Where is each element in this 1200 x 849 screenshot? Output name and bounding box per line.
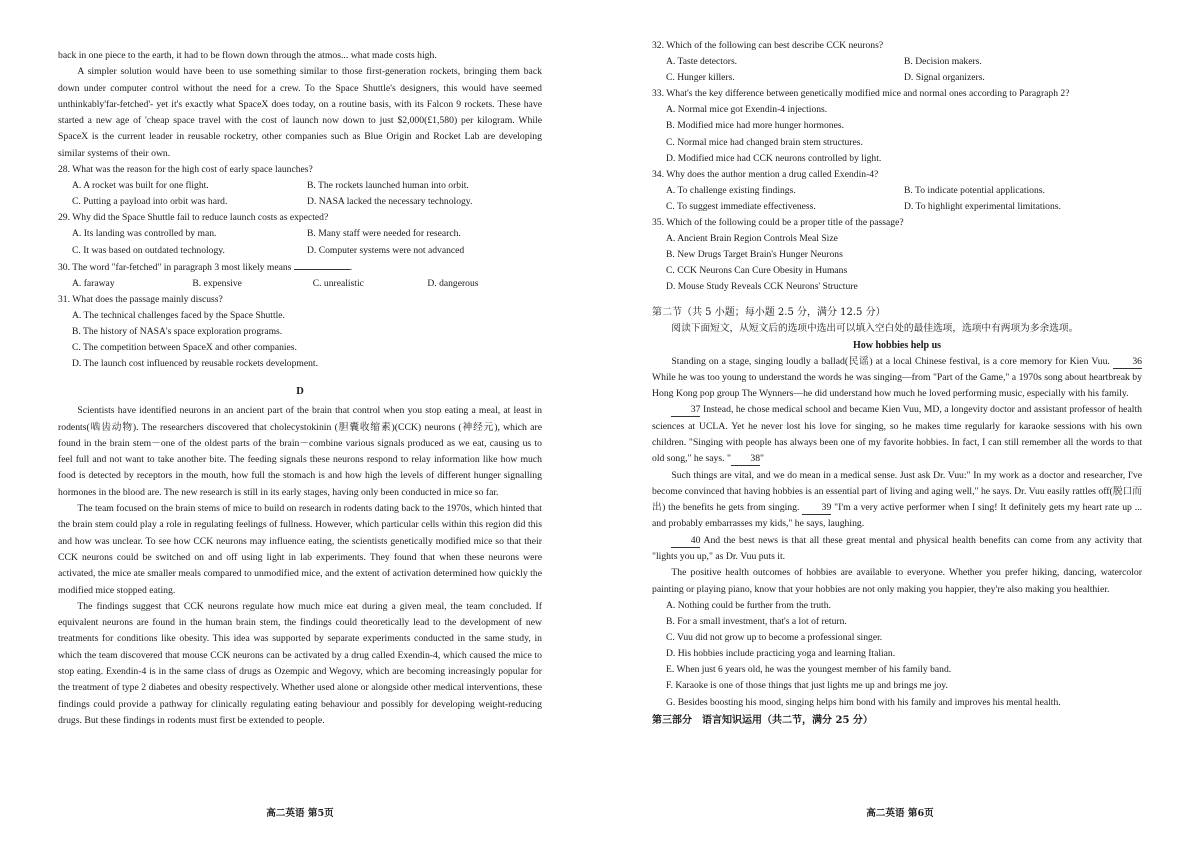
- blank-36: 36: [1113, 356, 1142, 369]
- cloze-text: Such things are vital, and we do mean in a medical sense. Just ask Dr. Vuu:" In my work as a doctor and researcher, I've become convinced that having hobbies is an essential part of living and aging well," he says. Dr. Vuu easily rattles off(脱口而出) the benefits he gets from singing.: [652, 469, 1142, 514]
- question-34: [652, 167, 1142, 215]
- cloze-paragraph-2: [652, 402, 1142, 467]
- passage-d-paragraph-1: Scientists have identified neurons in an ancient part of the brain that control when you stop eating a meal, at least in rodents(啮齿动物). The researchers discovered that cholecystokinin (胆囊收缩素)(CCK) neurons (神经元), which are found in the brain stem－one of the oldest parts of the brain－combine various signals produced as we eat, causing us to feel full and not want to take another bite. The feeding signals these neurons respond to relay information like how much food is detected by receptors in the mouth, how full the stomach is and how high the levels of different hunger signalling hormones in the blood are. The new research is still in its early stages, having only been conducted in mice so far.: [58, 405, 542, 498]
- intro-paragraph-1: back in one piece to the earth, it had to be flown down through the atmos... what made costs high.: [58, 50, 437, 61]
- cloze-option-c: C. Vuu did not grow up to become a professional singer.: [666, 632, 883, 644]
- option-c: C. Normal mice had changed brain stem structures.: [666, 136, 863, 148]
- option-a: A. Its landing was controlled by man.: [72, 228, 217, 240]
- cloze-option-f: F. Karaoke is one of those things that just lights me up and brings me joy.: [666, 680, 948, 692]
- blank-40: 40: [671, 535, 700, 548]
- option-c: C. The competition between SpaceX and other companies.: [72, 342, 297, 354]
- option-a: A. Ancient Brain Region Controls Meal Size: [666, 233, 838, 245]
- passage-d-paragraph-3: The findings suggest that CCK neurons regulate how much mice eat during a given meal, the team concluded. If equivalent neurons are found in the human brain stem, the findings could theoretically lead to the development of new treatments for conditions like obesity. This idea was supported by separate experiments conducted in the same study, in which the team discovered that mouse CCK neurons can be activated by a drug called Exendin-4, which caused the mice to stop eating. Exendin-4 is in the same class of drugs as Ozempic and Wegovy, which are becoming increasingly popular for the treatment of type 2 diabetes and obesity respectively. Whether used alone or alongside other medical interventions, these findings could provide a pathway for clinically regulating eating behaviour and possibly for developing weight-reducing drugs. But these findings in rodents must first be extended to people.: [58, 600, 542, 726]
- option-d: D. Mouse Study Reveals CCK Neurons' Structure: [666, 281, 858, 293]
- option-a: A. A rocket was built for one flight.: [72, 180, 209, 192]
- question-stem: 30. The word "far-fetched" in paragraph 3 most likely means .: [58, 259, 542, 276]
- cloze-option-g: G. Besides boosting his mood, singing helps him bond with his family and improves his mental health.: [666, 696, 1061, 708]
- option-d: D. Modified mice had CCK neurons controlled by light.: [666, 152, 882, 164]
- option-c: C. Hunger killers.: [666, 72, 735, 84]
- question-33: [652, 86, 1142, 166]
- blank-38: 38: [731, 453, 760, 466]
- option-c: C. To suggest immediate effectiveness.: [666, 200, 816, 212]
- blank-37: 37: [671, 404, 700, 417]
- passage-d-heading: D: [296, 386, 304, 398]
- cloze-paragraph-3: [652, 468, 1142, 533]
- cloze-text: Instead, he chose medical school and became Kien Vuu, MD, a longevity doctor and assistant professor of health sciences at UCLA. Yet he never lost his love for singing, so he makes time regularly for karaoke sessions with his own children. "Singing with people has always been one of my favorite hobbies. In fact, I can still remember all the words to that old song," he says. ": [652, 404, 1142, 465]
- question-stem: 33. What's the key difference between genetically modified mice and normal ones according to Paragraph 2?: [652, 88, 1070, 100]
- question-options: [652, 183, 1142, 215]
- option-a: A. faraway: [72, 277, 115, 289]
- passage-title: How hobbies help us: [852, 339, 942, 351]
- cloze-paragraph-5: The positive health outcomes of hobbies are available to everyone. Whether you prefer hiking, dancing, watercolor painting or playing piano, know that your hobbies are not only making you happier, they're also making you healthier.: [652, 567, 1142, 595]
- option-c: C. It was based on outdated technology.: [72, 244, 225, 256]
- question-35: [652, 215, 1142, 295]
- cloze-text: And the best news is that all these great mental and physical health benefits can come from any activity that "lights you up," as Dr. Vuu puts it.: [652, 534, 1142, 563]
- option-d: D. NASA lacked the necessary technology.: [307, 196, 473, 208]
- answer-blank: [294, 259, 350, 270]
- cloze-text: "I'm a very active performer when I sing! It definitely gets my heart rate up ... and probably embarrasses my kids," he says, laughing.: [652, 502, 1142, 530]
- option-d: D. dangerous: [427, 277, 479, 289]
- option-c: C. unrealistic: [312, 277, 364, 289]
- question-stem: 34. Why does the author mention a drug called Exendin-4?: [652, 168, 879, 180]
- cloze-text: While he was too young to understand the words he was singing—from "Part of the Game," a 1970s song about heartbreak by Hong Kong pop group The Wynners—he did understand how much he loved performing music, especially with his family.: [652, 371, 1142, 400]
- option-a: A. The technical challenges faced by the Space Shuttle.: [72, 309, 285, 321]
- question-stem: 29. Why did the Space Shuttle fail to reduce launch costs as expected?: [58, 212, 329, 224]
- cloze-paragraph-4: [652, 533, 1142, 566]
- part-3-heading: 第三部分 语言知识运用（共二节，满分 25 分）: [652, 714, 873, 726]
- question-28: [58, 162, 542, 210]
- option-b: B. expensive: [192, 277, 242, 289]
- section-2-instructions: 阅读下面短文，从短文后的选项中选出可以填入空白处的最佳选项，选项中有两项为多余选项。: [671, 322, 1079, 334]
- question-32: [652, 38, 1142, 86]
- question-options: [58, 178, 542, 210]
- option-d: D. To highlight experimental limitations.: [904, 200, 1061, 212]
- option-c: C. Putting a payload into orbit was hard.: [72, 196, 228, 208]
- cloze-option-d: D. His hobbies include practicing yoga and learning Italian.: [666, 648, 896, 660]
- option-b: B. To indicate potential applications.: [904, 184, 1045, 196]
- page-footer: 高二英语 第6页: [866, 808, 934, 819]
- blank-39: 39: [802, 502, 831, 515]
- cloze-text: Standing on a stage, singing loudly a ballad(民谣) at a local Chinese festival, is a core memory for Kien Vuu.: [671, 355, 1110, 367]
- question-stem: 28. What was the reason for the high cost of early space launches?: [58, 164, 313, 176]
- option-b: B. The history of NASA's space exploration programs.: [72, 326, 283, 338]
- option-c: C. CCK Neurons Can Cure Obesity in Humans: [666, 265, 848, 277]
- question-29: [58, 210, 542, 258]
- question-options: [58, 276, 542, 292]
- option-b: B. Decision makers.: [904, 56, 982, 68]
- section-2-heading: 第二节（共 5 小题；每小题 2.5 分，满分 12.5 分）: [652, 306, 886, 318]
- question-31: [58, 292, 542, 372]
- page-6: [600, 0, 1200, 849]
- page-footer: 高二英语 第5页: [266, 808, 334, 819]
- passage-d-paragraph-2: The team focused on the brain stems of mice to build on research in rodents dating back to the 1970s, which hinted that the brain stem could play a role in regulating feelings of fullness. However, which particular cells within this region did this and how was unclear. To see how CCK neurons may influence eating, the scientists genetically modified mice so that their CCK neurons could be switched on and off using light in lab experiments. They found that when these neurons were activated, the mice ate smaller meals compared to unmodified mice, and the extent of activation determined how quickly the modified mice stopped eating.: [58, 503, 542, 596]
- intro-paragraph-2: A simpler solution would have been to use something similar to those first-generation rockets, bringing them back down under computer control without the need for a crew. To the Space Shuttle's designers, this would have seemed unthinkably'far-fetched'- yet it's exactly what SpaceX does today, on a routine basis, with its Falcon 9 rockets. These have started a new age of 'cheap space travel with the cost of launch now down to just $2,000(£1,580) per kilogram. While SpaceX is the current leader in reusable rocketry, other companies such as Blue Origin and Rocket Lab are developing similar systems of their own.: [58, 66, 542, 159]
- cloze-paragraph-1: [652, 354, 1142, 403]
- option-a: A. To challenge existing findings.: [666, 184, 796, 196]
- option-a: A. Taste detectors.: [666, 56, 738, 68]
- question-stem: 31. What does the passage mainly discuss?: [58, 293, 223, 305]
- question-stem: 35. Which of the following could be a proper title of the passage?: [652, 217, 904, 229]
- option-b: B. Many staff were needed for research.: [307, 228, 461, 240]
- cloze-option-a: A. Nothing could be further from the truth.: [666, 599, 831, 611]
- option-b: B. The rockets launched human into orbit.: [307, 180, 469, 192]
- option-d: D. The launch cost influenced by reusable rockets development.: [72, 358, 318, 370]
- question-options: [652, 54, 1142, 86]
- option-d: D. Signal organizers.: [904, 72, 985, 84]
- question-options: [58, 226, 542, 258]
- question-stem-text: 30. The word "far-fetched" in paragraph 3 most likely means: [58, 261, 292, 273]
- option-d: D. Computer systems were not advanced: [307, 244, 465, 256]
- option-a: A. Normal mice got Exendin-4 injections.: [666, 104, 828, 116]
- cloze-options: [652, 598, 1142, 711]
- cloze-text: ": [760, 453, 764, 465]
- cloze-option-e: E. When just 6 years old, he was the youngest member of his family band.: [666, 664, 952, 676]
- option-b: B. New Drugs Target Brain's Hunger Neurons: [666, 249, 843, 261]
- question-stem: 32. Which of the following can best describe CCK neurons?: [652, 40, 884, 51]
- option-b: B. Modified mice had more hunger hormones.: [666, 120, 844, 132]
- cloze-option-b: B. For a small investment, that's a lot of return.: [666, 616, 847, 628]
- question-30: [58, 259, 542, 292]
